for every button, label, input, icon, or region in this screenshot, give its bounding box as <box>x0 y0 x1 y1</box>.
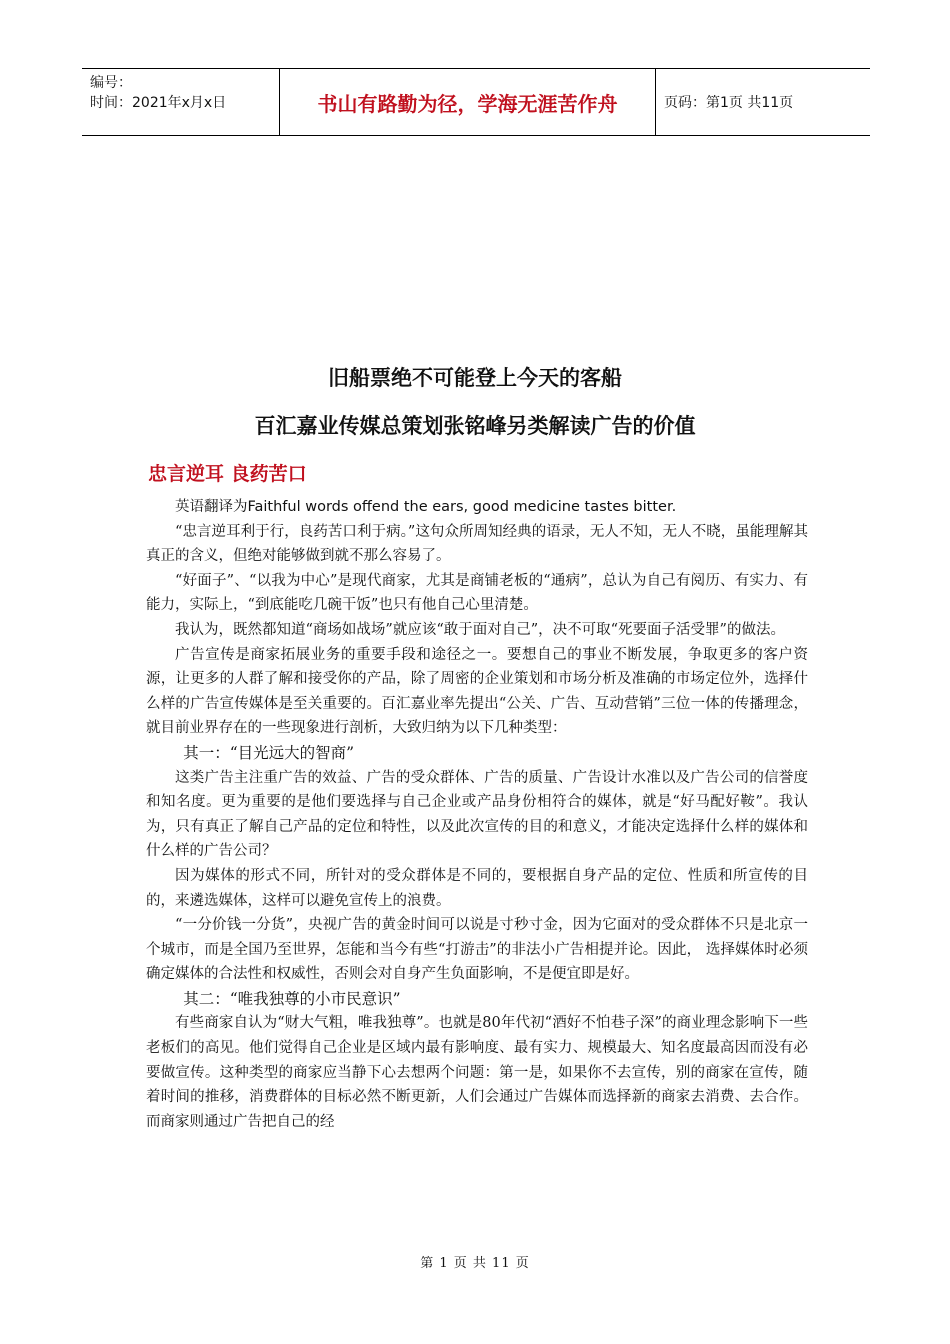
main-title: 旧船票绝不可能登上今天的客船 <box>328 366 622 390</box>
paragraph: 我认为，既然都知道“商场如战场”就应该“敢于面对自己”，决不可取“死要面子活受罪”的做法。 <box>175 621 785 638</box>
paragraph: 英语翻译为Faithful words offend the ears, good medicine tastes bitter. <box>175 499 677 515</box>
header-page-info: 页码：第1页 共11页 <box>664 95 794 111</box>
paragraph: 因为媒体的形式不同，所针对的受众群体是不同的，要根据自身产品的定位、性质和所宣传的目的，来遴选媒体，这样可以避免宣传上的浪费。 <box>146 867 808 909</box>
section-heading: 忠言逆耳 良药苦口 <box>148 463 307 485</box>
subheading: 其二：“唯我独尊的小市民意识” <box>183 989 401 1008</box>
serial-label: 编号： <box>90 75 132 91</box>
paragraph: 广告宣传是商家拓展业务的重要手段和途径之一。要想自己的事业不断发展，争取更多的客户资源，让更多的人群了解和接受你的产品，除了周密的企业策划和市场分析及准确的市场定位外，选择什么样的广告宣传媒体是至关重要的。百汇嘉业率先提出“公关、广告、互动营销”三位一体的传播理念，就目前业界存在的一些现象进行剖析，大致归纳为以下几种类型： <box>146 646 808 737</box>
paragraph: 有些商家自认为“财大气粗，唯我独尊”。也就是80年代初“酒好不怕巷子深”的商业理念影响下一些老板们的高见。他们觉得自己企业是区域内最有影响度、最有实力、规模最大、知名度最高因而没有必要做宣传。这种类型的商家应当静下心去想两个问题：第一是，如果你不去宣传，别的商家在宣传，随着时间的推移，消费群体的目标必然不断更新，人们会通过广告媒体而选择新的商家去消费、去合作。而商家则通过广告把自己的经 <box>146 1015 808 1130</box>
paragraph: “忠言逆耳利于行，良药苦口利于病。”这句众所周知经典的语录，无人不知，无人不晓，虽能理解其真正的含义，但绝对能够做到就不那么容易了。 <box>146 523 808 565</box>
paragraph: 这类广告主注重广告的效益、广告的受众群体、广告的质量、广告设计水准以及广告公司的信誉度和知名度。更为重要的是他们要选择与自己企业或产品身份相符合的媒体，就是“好马配好鞍”。我认为，只有真正了解自己产品的定位和特性，以及此次宣传的目的和意义，才能决定选择什么样的媒体和什么样的广告公司？ <box>146 769 808 860</box>
paragraph: “好面子”、“以我为中心”是现代商家，尤其是商铺老板的“通病”，总认为自己有阅历、有实力、有能力，实际上，“到底能吃几碗干饭”也只有他自己心里清楚。 <box>146 572 808 614</box>
header-meta <box>82 69 280 135</box>
header-motto: 书山有路勤为径，学海无涯苦作舟 <box>280 69 656 135</box>
page-footer: 第 1 页 共 11 页 <box>420 1256 530 1271</box>
article-body <box>146 495 808 1134</box>
paragraph: “一分价钱一分货”，央视广告的黄金时间可以说是寸秒寸金，因为它面对的受众群体不只是北京一个城市，而是全国乃至世界，怎能和当今有些“打游击”的非法小广告相提并论。因此， 选择媒体时必须确定媒体的合法性和权威性，否则会对自身产生负面影响，不是便宜即是好。 <box>146 917 808 983</box>
header-table <box>82 68 870 136</box>
subheading: 其一：“目光远大的智商” <box>183 743 355 762</box>
sub-title: 百汇嘉业传媒总策划张铭峰另类解读广告的价值 <box>254 414 696 438</box>
time-label: 时间：2021年x月x日 <box>90 95 227 111</box>
